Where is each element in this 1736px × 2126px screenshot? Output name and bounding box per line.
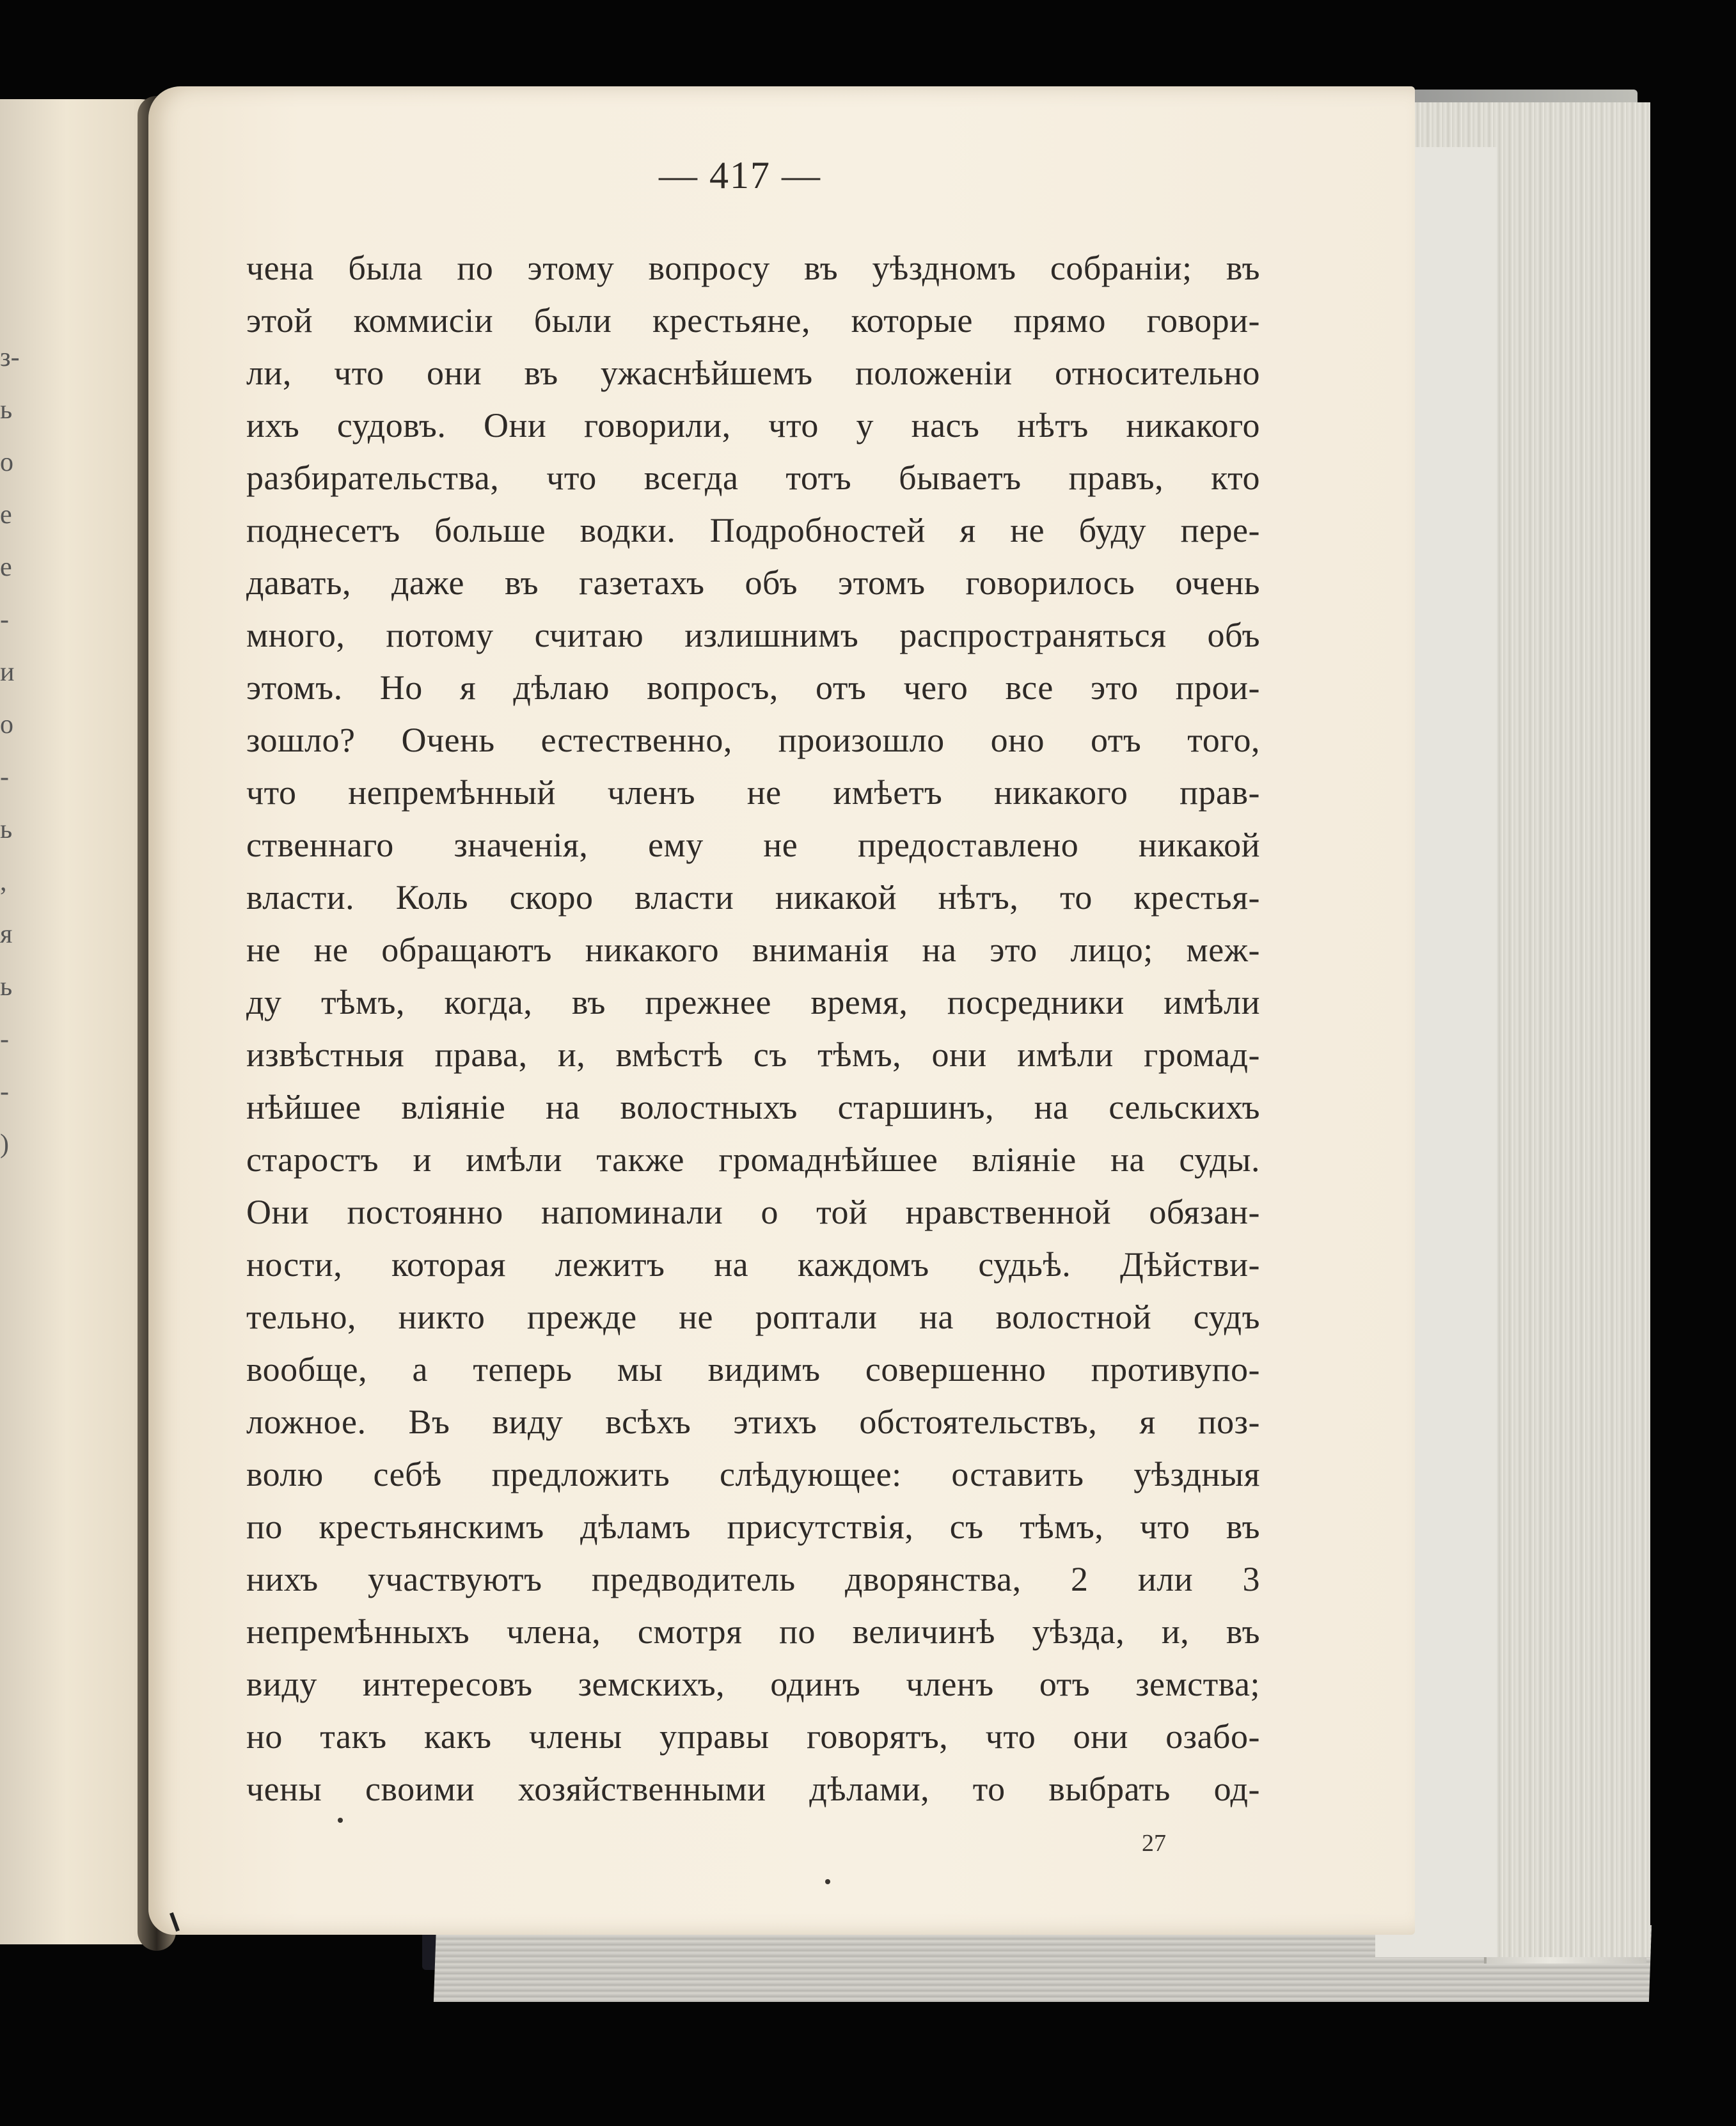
left-edge-char: - xyxy=(0,605,9,634)
text-line: зошло? Очень естественно, произошло оно отъ того, xyxy=(246,721,1260,759)
text-line: волю себѣ предложить слѣдующее: оставить уѣздныя xyxy=(246,1455,1260,1493)
text-line: ственнаго значенія, ему не предоставлено никакой xyxy=(246,826,1260,864)
printer-signature-mark: 27 xyxy=(1142,1830,1166,1857)
left-edge-char: е xyxy=(0,500,12,530)
text-line: Они постоянно напоминали о той нравственной обязан- xyxy=(246,1193,1260,1231)
text-line: ности, которая лежитъ на каждомъ судьѣ. Дѣйстви- xyxy=(246,1245,1260,1284)
text-line: этой коммисіи были крестьяне, которые прямо говори- xyxy=(246,301,1260,340)
print-speck xyxy=(338,1818,343,1823)
text-line: непремѣнныхъ члена, смотря по величинѣ уѣзда, и, въ xyxy=(246,1612,1260,1651)
left-edge-char: и xyxy=(0,657,15,687)
text-line: этомъ. Но я дѣлаю вопросъ, отъ чего все это прои- xyxy=(246,668,1260,707)
body-text xyxy=(246,248,1260,1822)
left-edge-char: о xyxy=(0,448,13,477)
left-edge-char: , xyxy=(0,867,7,897)
left-edge-char: ь xyxy=(0,395,13,425)
left-edge-char: ь xyxy=(0,815,13,844)
text-line: по крестьянскимъ дѣламъ присутствія, съ тѣмъ, что въ xyxy=(246,1508,1260,1546)
left-page-edge-text xyxy=(0,342,26,1181)
text-line: ду тѣмъ, когда, въ прежнее время, посредники имѣли xyxy=(246,983,1260,1021)
text-line: давать, даже въ газетахъ объ этомъ говорилось очень xyxy=(246,563,1260,602)
text-line: не не обращаютъ никакого вниманія на это лицо; меж- xyxy=(246,931,1260,969)
text-line: старостъ и имѣли также громаднѣйшее вліяніе на суды. xyxy=(246,1140,1260,1179)
text-line: ли, что они въ ужаснѣйшемъ положеніи относительно xyxy=(246,354,1260,392)
text-line: но такъ какъ члены управы говорятъ, что они озабо- xyxy=(246,1717,1260,1756)
text-line: власти. Коль скоро власти никакой нѣтъ, то крестья- xyxy=(246,878,1260,917)
text-line: разбирательства, что всегда тотъ бываетъ правъ, кто xyxy=(246,459,1260,497)
text-line: вообще, а теперь мы видимъ совершенно противупо- xyxy=(246,1350,1260,1389)
text-line: ложное. Въ виду всѣхъ этихъ обстоятельствъ, я поз- xyxy=(246,1403,1260,1441)
left-edge-char: - xyxy=(0,1025,9,1054)
text-line: виду интересовъ земскихъ, одинъ членъ отъ земства; xyxy=(246,1665,1260,1703)
left-edge-char: о xyxy=(0,710,13,739)
text-line: извѣстныя права, и, вмѣстѣ съ тѣмъ, они имѣли громад- xyxy=(246,1035,1260,1074)
text-line: много, потому считаю излишнимъ распространяться объ xyxy=(246,616,1260,654)
text-line: поднесетъ больше водки. Подробностей я не буду пере- xyxy=(246,511,1260,549)
left-edge-char: - xyxy=(0,1077,9,1106)
left-edge-char: з- xyxy=(0,343,20,372)
left-edge-char: ь xyxy=(0,972,13,1002)
text-line: что непремѣнный членъ не имѣетъ никакого прав- xyxy=(246,773,1260,812)
text-line: чена была по этому вопросу въ уѣздномъ собраніи; въ xyxy=(246,249,1260,287)
text-line: чены своими хозяйственными дѣлами, то выбрать од- xyxy=(246,1770,1260,1808)
left-edge-char: ) xyxy=(0,1130,9,1159)
text-line: ихъ судовъ. Они говорили, что у насъ нѣтъ никакого xyxy=(246,406,1260,445)
text-line: тельно, никто прежде не роптали на волостной судъ xyxy=(246,1298,1260,1336)
print-speck xyxy=(825,1879,830,1884)
left-edge-char: я xyxy=(0,920,13,949)
text-line: нихъ участвуютъ предводитель дворянства, 2 или 3 xyxy=(246,1560,1260,1598)
text-line: нѣйшее вліяніе на волостныхъ старшинъ, на сельскихъ xyxy=(246,1088,1260,1126)
left-edge-char: е xyxy=(0,553,12,582)
page-number: — 417 — xyxy=(659,154,821,196)
left-edge-char: - xyxy=(0,762,9,792)
